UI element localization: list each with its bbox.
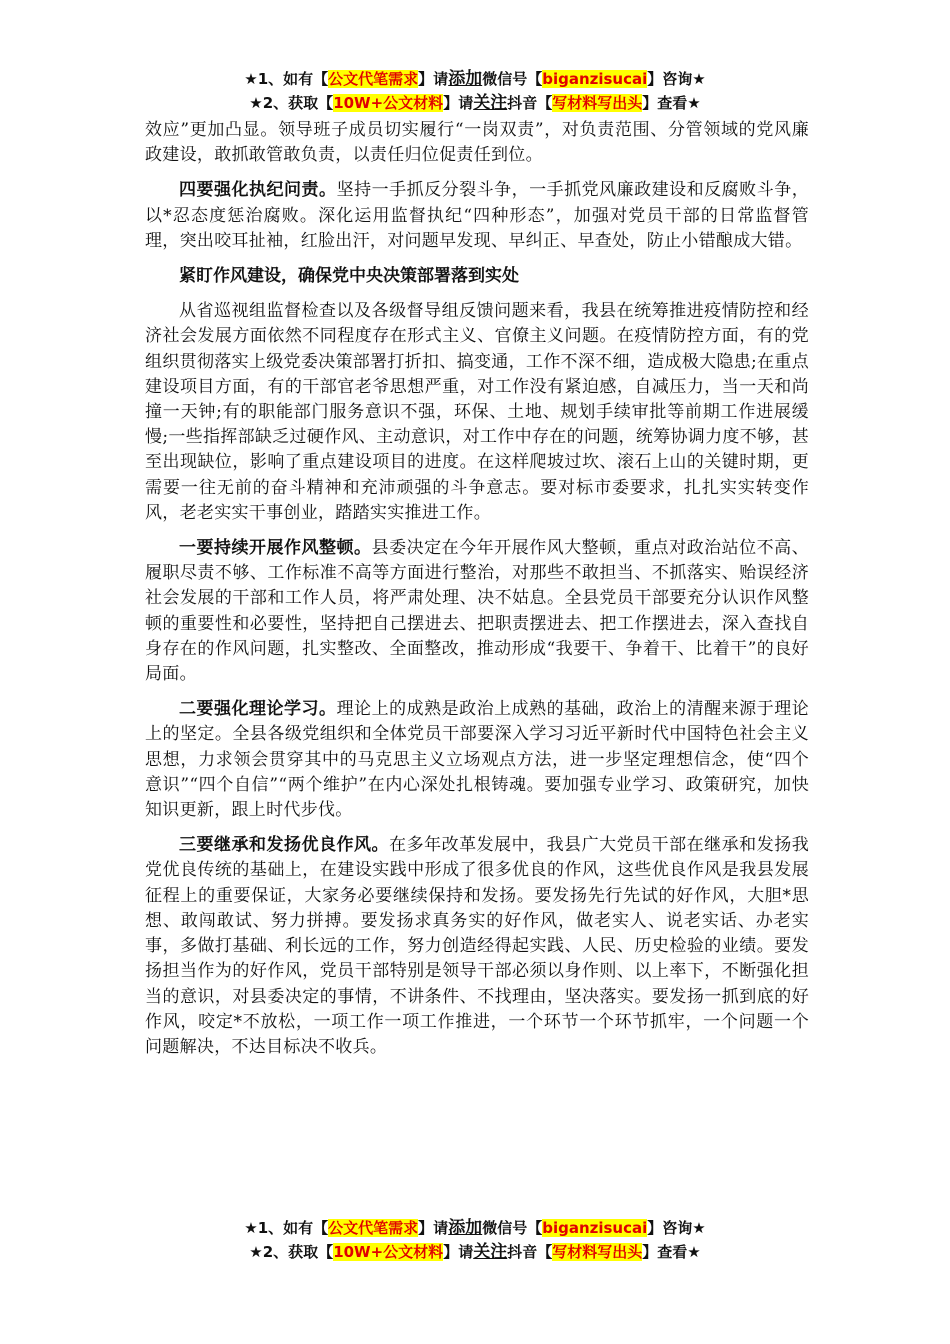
paragraph: 效应”更加凸显。领导班子成员切实履行“一岗双责”，对负责范围、分管领域的党风廉政建设，敢抓敢管敢负责，以责任归位促责任到位。 <box>145 120 809 166</box>
paragraph <box>145 178 809 254</box>
paragraph-text: 理论上的成熟是政治上成熟的基础，政治上的清醒来源于理论上的坚定。全县各级党组织和全体党员干部要深入学习习近平新时代中国特色社会主义思想，力求领会贯穿其中的马克思主义立场观点方法，进一步坚定理想信念，使“四个意识”“四个自信”“两个维护”在内心深处扎根铸魂。要加强专业学习、政策研究，加快知识更新，跟上时代步伐。 <box>145 699 810 821</box>
notice-text: 微信号【 <box>482 70 543 88</box>
underlined-follow: 关注 <box>473 93 508 113</box>
paragraph <box>145 833 809 1060</box>
notice-text: ★2、获取【 <box>249 94 334 112</box>
footer-notice <box>0 1216 950 1264</box>
paragraph: 从省巡视组监督检查以及各级督导组反馈问题来看，我县在统筹推进疫情防控和经济社会发展方面依然不同程度存在形式主义、官僚主义问题。在疫情防控方面，有的党组织贯彻落实上级党委决策部署打折扣、搞变通，工作不深不细，造成极大隐患;在重点建设项目方面，有的干部官老爷思想严重，对工作没有紧迫感，自减压力，当一天和尚撞一天钟;有的职能部门服务意识不强，环保、土地、规划手续审批等前期工作进展缓慢;一些指挥部缺乏过硬作风、主动意识，对工作中存在的问题，统筹协调力度不够，甚至出现缺位，影响了重点建设项目的进度。在这样爬坡过坎、滚石上山的关键时期，更需要一往无前的奋斗精神和充沛顽强的斗争意志。要对标市委要求，扎扎实实转变作风，老老实实干事创业，踏踏实实推进工作。 <box>145 301 809 523</box>
notice-text: ★1、如有【 <box>244 70 329 88</box>
notice-text: 】请 <box>443 1243 474 1261</box>
paragraph-title: 二要强化理论学习。 <box>179 699 337 720</box>
paragraph-title: 三要继承和发扬优良作风。 <box>179 835 390 856</box>
paragraph <box>145 697 809 823</box>
notice-text: 】请 <box>418 1219 449 1237</box>
highlight-materials: 10W+公文材料 <box>333 1243 444 1261</box>
highlight-wechat-id: biganzisucai <box>542 1219 648 1237</box>
highlight-ghostwriting: 公文代笔需求 <box>328 70 419 88</box>
paragraph-text: 在多年改革发展中，我县广大党员干部在继承和发扬我党优良传统的基础上，在建设实践中形成了很多优良的作风，这些优良作风是我县发展征程上的重要保证，大家务必要继续保持和发扬。要发扬先行先试的好作风，大胆*思想、敢闯敢试、努力拼搏。要发扬求真务实的好作风，做老实人、说老实话、办老实事，多做打基础、利长远的工作，努力创造经得起实践、人民、历史检验的业绩。要发扬担当作为的好作风，党员干部特别是领导干部必须以身作则、以上率下，不断强化担当的意识，对县委决定的事情，不讲条件、不找理由，坚决落实。要发扬一抓到底的好作风，咬定*不放松，一项工作一项工作推进，一个环节一个环节抓牢，一个问题一个问题解决，不达目标决不收兵。 <box>145 835 809 1057</box>
paragraph <box>145 536 809 687</box>
notice-line-2 <box>0 1240 950 1264</box>
highlight-douyin: 写材料写出头 <box>552 94 643 112</box>
notice-text: ★1、如有【 <box>244 1219 329 1237</box>
notice-text: 】请 <box>443 94 474 112</box>
underlined-add: 添加 <box>448 69 483 89</box>
underlined-add: 添加 <box>448 1218 483 1238</box>
notice-text: 】咨询★ <box>647 70 706 88</box>
highlight-wechat-id: biganzisucai <box>542 70 648 88</box>
notice-text: 微信号【 <box>482 1219 543 1237</box>
notice-line-1 <box>0 1216 950 1240</box>
notice-text: 】查看★ <box>642 94 701 112</box>
notice-text: 】咨询★ <box>647 1219 706 1237</box>
paragraph-text: 县委决定在今年开展作风大整顿，重点对政治站位不高、履职尽责不够、工作标准不高等方面进行整治，对那些不敢担当、不抓落实、贻误经济社会发展的干部和工作人员，将严肃处理、决不姑息。全县党员干部要充分认识作风整顿的重要性和必要性，坚持把自己摆进去、把职责摆进去、把工作摆进去，深入查找自身存在的作风问题，扎实整改、全面整改，推动形成“我要干、争着干、比着干”的良好局面。 <box>145 538 809 685</box>
notice-text: 】查看★ <box>642 1243 701 1261</box>
notice-text: ★2、获取【 <box>249 1243 334 1261</box>
paragraph-title: 四要强化执纪问责。 <box>179 180 337 201</box>
notice-line-1 <box>0 67 950 91</box>
paragraph-text: 坚持一手抓反分裂斗争，一手抓党风廉政建设和反腐败斗争，以*忍态度惩治腐败。深化运用监督执纪“四种形态”，加强对党员干部的日常监督管理，突出咬耳扯袖，红脸出汗，对问题早发现、早纠正、早查处，防止小错酿成大错。 <box>145 180 810 251</box>
document-body <box>145 118 809 1070</box>
notice-text: 抖音【 <box>507 94 553 112</box>
notice-line-2 <box>0 91 950 115</box>
paragraph-title: 一要持续开展作风整顿。 <box>179 538 372 559</box>
notice-text: 抖音【 <box>507 1243 553 1261</box>
highlight-ghostwriting: 公文代笔需求 <box>328 1219 419 1237</box>
highlight-douyin: 写材料写出头 <box>552 1243 643 1261</box>
underlined-follow: 关注 <box>473 1242 508 1262</box>
notice-text: 】请 <box>418 70 449 88</box>
header-notice <box>0 67 950 115</box>
section-heading: 紧盯作风建设，确保党中央决策部署落到实处 <box>179 266 519 287</box>
highlight-materials: 10W+公文材料 <box>333 94 444 112</box>
